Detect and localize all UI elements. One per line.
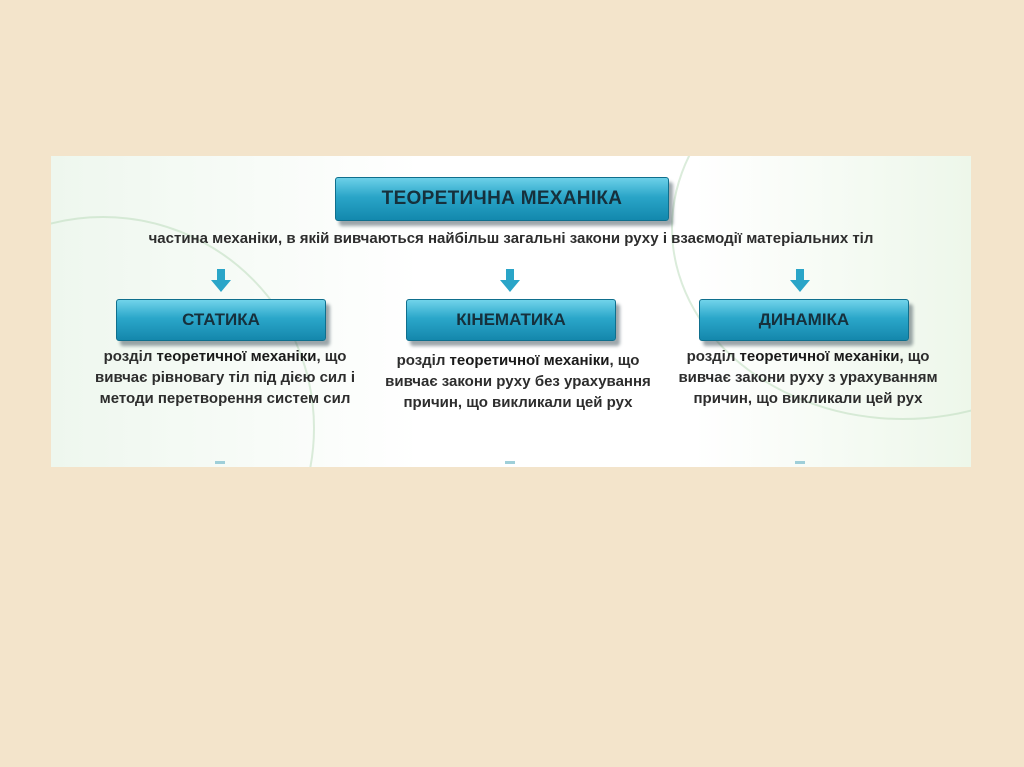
- desc-lead: розділ: [686, 348, 740, 365]
- branch-label: КІНЕМАТИКА: [456, 310, 566, 329]
- title-box: [335, 177, 669, 221]
- definition-text: частина механіки, в якій вивчаються найбільш загальні закони руху і взаємодії матеріальних тіл: [148, 230, 874, 247]
- desc-rest: , що вивчає рівновагу тіл під дією сил і методи перетворення систем сил: [95, 348, 355, 407]
- diagram-image: [51, 156, 971, 467]
- down-arrow-icon: [211, 269, 231, 293]
- down-arrow-icon: [500, 269, 520, 293]
- cropped-arrow-stub: [795, 461, 805, 464]
- cropped-arrow-stub: [215, 461, 225, 464]
- branch-label: СТАТИКА: [182, 310, 260, 329]
- branch-description-kinematics: [373, 350, 663, 413]
- background-swirl: [51, 216, 315, 467]
- branch-description-statics: [79, 346, 371, 409]
- down-arrow-icon: [790, 269, 810, 293]
- cropped-arrow-stub: [505, 461, 515, 464]
- desc-rest: , що вивчає закони руху без урахування причин, що викликали цей рух: [385, 352, 651, 411]
- title-text: ТЕОРЕТИЧНА МЕХАНІКА: [381, 188, 623, 209]
- branch-box-statics: [116, 299, 326, 341]
- branch-box-dynamics: [699, 299, 909, 341]
- desc-lead: розділ: [103, 348, 157, 365]
- desc-bold: теоретичної механіки: [449, 352, 610, 369]
- branch-label: ДИНАМІКА: [758, 310, 850, 329]
- desc-bold: теоретичної механіки: [156, 348, 317, 365]
- desc-bold: теоретичної механіки: [739, 348, 900, 365]
- branch-box-kinematics: [406, 299, 616, 341]
- desc-lead: розділ: [396, 352, 450, 369]
- desc-rest: , що вивчає закони руху з урахуванням причин, що викликали цей рух: [678, 348, 938, 407]
- branch-description-dynamics: [663, 346, 953, 409]
